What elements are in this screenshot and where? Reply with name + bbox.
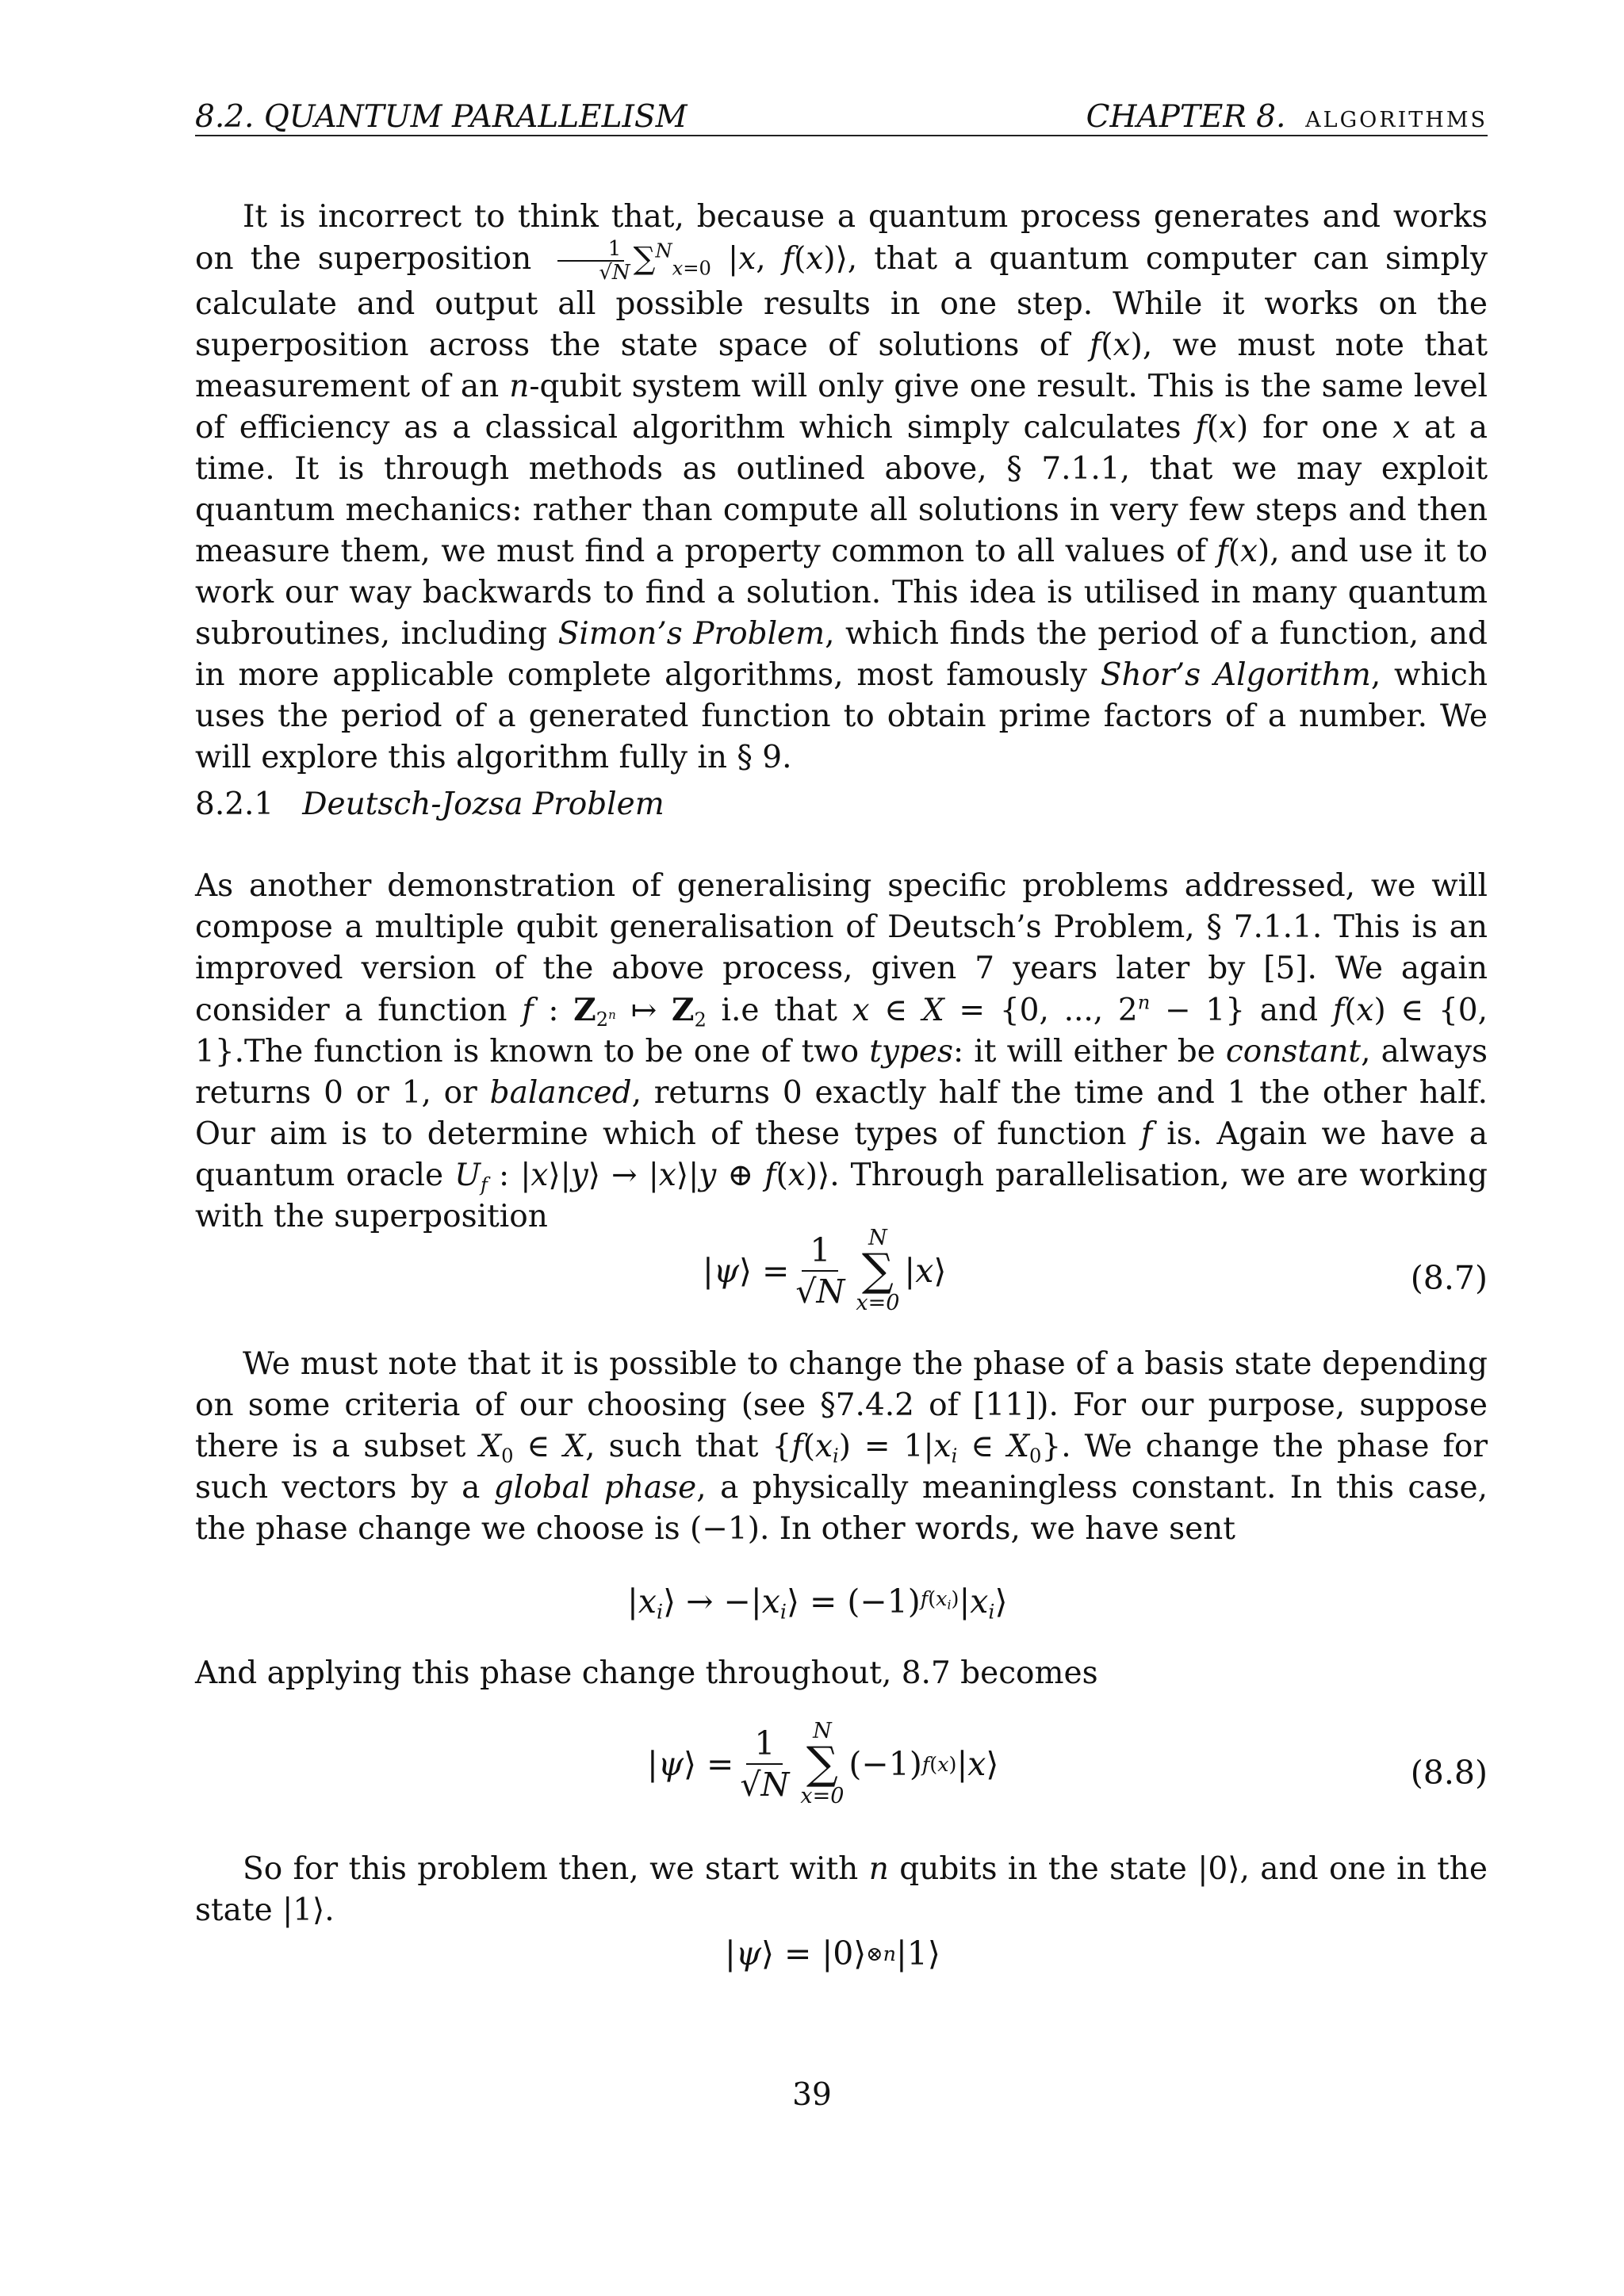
paragraph-quantum-parallelism: It is incorrect to think that, because a quantum process generates and works on the superposition $\frac{1}{√N}$ ∑$^N_{x=0}$ |x, f(x)⟩, that a quantum computer can simply calculate and output all possible results in one step. While it works on the superposition across the state space of solutions of f(x), we must note that measurement of an n-qubit system will only give one result. This is the same level of efficiency as a classical algorithm which simply calculates f(x) for one x at a time. It is through methods as outlined above, § 7.1.1, that we may exploit quantum mechanics: rather than compute all solutions in very few steps and then measure them, we must find a property common to all values of f(x), and use it to work our way backwards to find a solution. This idea is utilised in many quantum subroutines, including Simon’s Problem, which finds the period of a function, and in more applicable complete algorithms, most famously Shor’s Algorithm, which uses the period of a generated function to obtain prime factors of a number. We will explore this algorithm fully in § 9.: [195, 199, 1488, 775]
simons-problem-term: Simon’s Problem: [557, 616, 825, 652]
equation-8-7: | ψ ⟩ = $\frac{1}{√N}$ N ∑ x=0 | x ⟩ (8.7): [703, 1226, 1488, 1315]
subsection-number: 8.2.1: [195, 786, 274, 822]
page-number: 39: [792, 2077, 832, 2113]
paragraph-apply-phase: And applying this phase change throughout, 8.7 becomes: [195, 1655, 1098, 1691]
equation-8-8: | ψ ⟩ = $\frac{1}{√N}$ N ∑ x=0 (−1) f(x) | x ⟩ (8.8): [647, 1719, 1488, 1808]
equation-label-8-7: (8.7): [1410, 1259, 1488, 1297]
header-section-title: 8.2. QUANTUM PARALLELISM: [195, 99, 688, 135]
paragraph-deutsch-jozsa: As another demonstration of generalising specific problems addressed, we will compose a multiple qubit generalisation of Deutsch’s Problem, § 7.1.1. This is an improved version of the above process, given 7 years later by [5]. We again consider a function f : $Z_{2^n}$ ↦ $Z_2$ i.e that x ∈ X = {0, ..., $2^n - 1$} and f(x) ∈ {0, 1}.The function is known to be one of two types: it will either be constant, always returns 0 or 1, or balanced, returns 0 exactly half the time and 1 the other half. Our aim is to determine which of these types of function f is. Again we have a quantum oracle $U_f$ : |x⟩|y⟩ → |x⟩|y ⊕ f(x)⟩. Through parallelisation, we are working with the superposition: [195, 868, 1488, 1234]
equation-initial-state: | ψ ⟩ = |0⟩ ⊗n |1⟩: [725, 1934, 940, 1973]
running-header: [195, 89, 1488, 136]
header-chapter-title: CHAPTER 8. algorithms: [1086, 99, 1488, 135]
subsection-heading: [195, 786, 665, 822]
paragraph-initial-state: So for this problem then, we start with n qubits in the state |0⟩, and one in the state |1⟩.: [195, 1851, 1488, 1928]
equation-label-8-8: (8.8): [1410, 1754, 1488, 1792]
subsection-title: Deutsch-Jozsa Problem: [302, 786, 665, 822]
equation-phase-flip: | $x_i$ ⟩ → −| $x_i$ ⟩ = (−1) $f(x_i)$ | $x_i$ ⟩: [627, 1582, 1008, 1624]
shors-algorithm-term: Shor’s Algorithm: [1100, 657, 1371, 693]
paragraph-phase-change: We must note that it is possible to change the phase of a basis state depending on some criteria of our choosing (see §7.4.2 of [11]). For our purpose, suppose there is a subset $X_0$ ∈ X, such that {$f(x_i) = 1|x_i$ ∈ $X_0$}. We change the phase for such vectors by a global phase, a physically meaningless constant. In this case, the phase change we choose is (−1). In other words, we have sent: [195, 1346, 1488, 1547]
